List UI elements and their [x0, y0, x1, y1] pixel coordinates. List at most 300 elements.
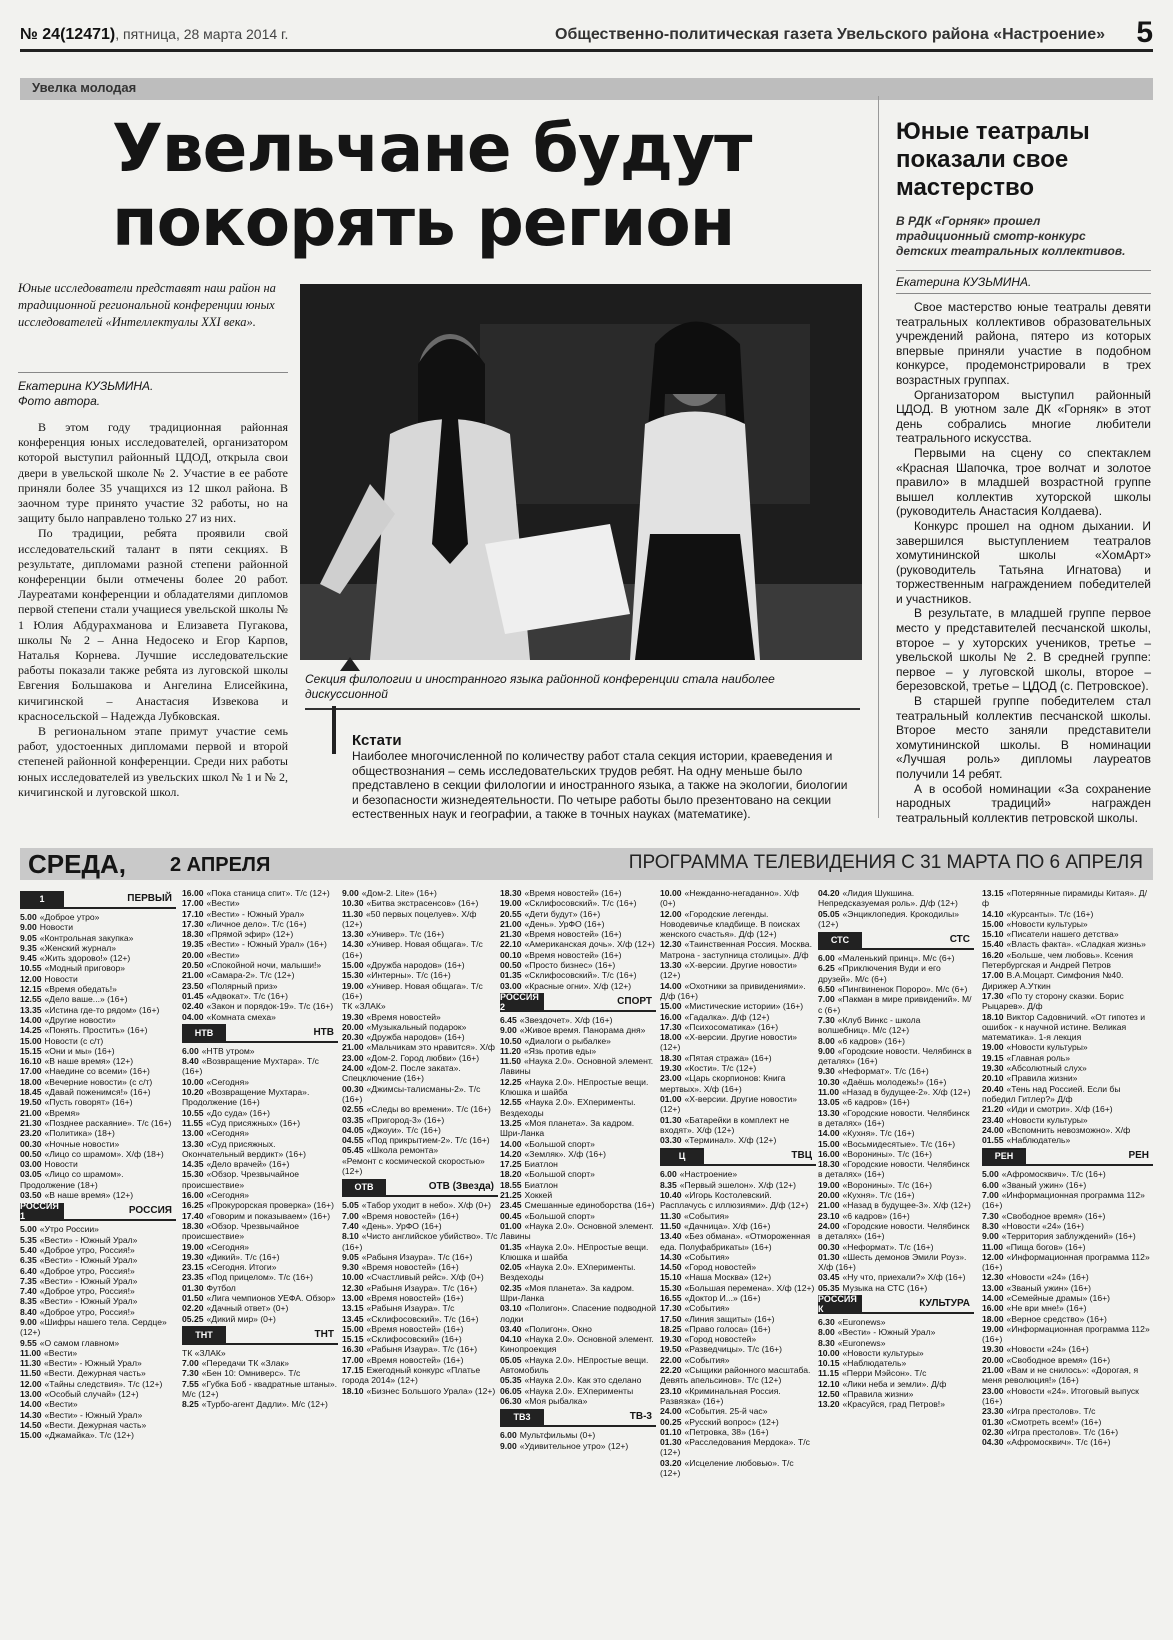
program-title: «Рабыня Изаура». Т/с (16+): [366, 1282, 478, 1293]
program-title: «Бен 10: Омниверс». Т/с: [201, 1368, 301, 1379]
program-item: [342, 1386, 498, 1396]
program-title: «Новости «24» (16+): [1006, 1272, 1089, 1283]
program-title: «Назад в будущее-3». Х/ф (12+): [842, 1200, 971, 1211]
program-time: 14.00: [982, 1292, 1004, 1303]
program-time: 11.30: [660, 1210, 682, 1221]
program-title: «Информационная программа 112» (16+): [982, 1323, 1150, 1345]
program-title: «Полигон». Окно: [524, 1323, 592, 1334]
program-time: 9.45: [20, 953, 37, 964]
program-item: [500, 1025, 656, 1035]
program-time: 16.00: [182, 1190, 204, 1201]
program-item: [182, 1046, 338, 1056]
program-title: «Городские легенды. Новодевичье кладбище. В поисках женского счастья». Д/ф (12+): [660, 908, 800, 940]
side-paragraph: Конкурс прошел на одном дыхании. И завершился выступлением театралов хомутининской школы «ХомАрт» (руководитель Татьяна Игнатова) и торжественным награждением победителей и участников.: [896, 518, 1151, 606]
program-time: 00.30: [342, 1083, 364, 1094]
program-item: [660, 1344, 816, 1354]
program-item: [342, 1293, 498, 1303]
program-time: 16.00: [660, 1011, 682, 1022]
program-time: 19.30: [982, 1063, 1004, 1074]
program-title: «Истина где-то рядом» (16+): [44, 1004, 160, 1015]
program-item: [660, 1334, 816, 1344]
program-item: [982, 1012, 1153, 1043]
program-time: 8.40: [20, 1306, 37, 1317]
program-item: [982, 1242, 1153, 1252]
program-time: 05.05: [500, 1354, 522, 1365]
program-title: «Модный приговор»: [44, 963, 126, 974]
program-title: «Время новостей» (16+): [361, 1210, 459, 1221]
program-time: 01.50: [182, 1292, 204, 1303]
program-item: [818, 1399, 974, 1409]
program-time: 00.50: [20, 1148, 42, 1159]
program-time: 19.00: [818, 1179, 840, 1190]
program-item: [20, 1087, 176, 1097]
program-item: [660, 960, 816, 981]
program-title: «Новости «24» (16+): [1006, 1344, 1089, 1355]
main-lead: Юные исследователи представят наш район на традиционной региональной конференции юных исследователей «Интеллектуалы XXI века».: [18, 281, 276, 329]
program-title: «Афромосквич». Т/с (16+): [1006, 1437, 1111, 1448]
program-time: 23.10: [818, 1210, 840, 1221]
program-time: 01.30: [982, 1416, 1004, 1427]
program-title: «Вести»: [44, 1347, 78, 1358]
program-title: «Писатели нашего детства»: [1006, 929, 1119, 940]
program-item: [182, 1001, 338, 1011]
program-title: «Контрольная закупка»: [39, 932, 134, 943]
program-time: 10.30: [818, 1076, 840, 1087]
program-time: 15.00: [20, 1035, 42, 1046]
program-time: 8.00: [818, 1327, 835, 1338]
program-time: 10.15: [818, 1358, 840, 1369]
program-item: [660, 1063, 816, 1073]
program-item: [818, 1317, 974, 1327]
program-title: «Суд присяжных. Окончательный вердикт» (16+): [182, 1138, 306, 1159]
program-title: «Склифосовский». Т/с (16+): [524, 898, 637, 909]
program-time: 8.30: [982, 1220, 999, 1231]
program-title: «Кухня». Т/с (16+): [842, 1190, 915, 1201]
program-time: 15.00: [982, 918, 1004, 929]
program-item: [818, 1379, 974, 1389]
side-lead: В РДК «Горняк» прошел традиционный смотр-конкурс детских театральных коллективов.: [896, 214, 1126, 258]
program-item: [500, 1211, 656, 1221]
program-item: [20, 1317, 176, 1338]
program-title: «Возвращение Мухтара». Т/с (16+): [182, 1056, 319, 1077]
program-title: «Давай поженимся!» (16+): [44, 1087, 151, 1098]
program-item: [982, 1180, 1153, 1190]
program-item: [660, 1001, 816, 1011]
program-title: «Новости культуры»: [1006, 1042, 1088, 1053]
program-title: «Дружба народов» (16+): [366, 960, 465, 971]
program-time: 05.05: [818, 908, 840, 919]
program-item: [982, 929, 1153, 939]
program-time: 5.35: [20, 1234, 37, 1245]
program-item: [660, 1427, 816, 1437]
program-title: «Афромосквич». Т/с (16+): [1001, 1169, 1106, 1180]
program-title: «Наука 2.0». Основной элемент. Кинопроекция: [500, 1334, 654, 1355]
program-item: [182, 991, 338, 1001]
program-title: «Спокойной ночи, малыши!»: [206, 960, 322, 971]
program-time: 18.00: [982, 1313, 1004, 1324]
program-title: «Euronews»: [837, 1316, 886, 1327]
program-item: [182, 1262, 338, 1272]
program-title: «Терминал». Х/ф (12+): [684, 1135, 777, 1146]
program-time: 17.25: [500, 1159, 522, 1170]
program-title: «Возвращение Мухтара». Продолжение (16+): [182, 1087, 310, 1108]
program-time: 6.40: [20, 1265, 37, 1276]
program-item: [342, 1135, 498, 1145]
program-title: «Информационная программа 112» (16+): [982, 1251, 1150, 1273]
program-item: [342, 909, 498, 930]
channel-header: [182, 1327, 338, 1345]
program-time: 9.30: [342, 1262, 359, 1273]
channel-logo-icon: РЕН: [982, 1148, 1026, 1165]
program-item: [20, 1296, 176, 1306]
program-item: [20, 1389, 176, 1399]
program-item: [182, 1139, 338, 1160]
program-time: 12.50: [818, 1389, 840, 1400]
program-item: [982, 1272, 1153, 1282]
program-item: [342, 1324, 498, 1334]
program-item: [500, 1159, 656, 1169]
program-item: [818, 1015, 974, 1036]
program-title: «По ту сторону сказки. Борис Рыцарев». Д/ф: [982, 990, 1124, 1012]
channel-logo-icon: Ц: [660, 1148, 704, 1165]
program-item: [182, 1190, 338, 1200]
program-item: [818, 1108, 974, 1129]
column-divider: [878, 96, 879, 818]
channel-logo-icon: РОССИЯ 1: [20, 1203, 64, 1220]
program-title: «Закон и порядок-19». Т/с (16+): [206, 1001, 334, 1012]
program-title: «Лики неба и земли». Д/ф: [842, 1378, 947, 1389]
program-item: [182, 1368, 338, 1378]
photo-credit: Фото автора.: [18, 394, 101, 408]
program-time: 18.25: [660, 1323, 682, 1334]
program-item: [20, 933, 176, 943]
program-time: 12.25: [500, 1076, 522, 1087]
program-time: 15.00: [20, 1430, 42, 1441]
program-item: [20, 1097, 176, 1107]
program-time: 11.20: [500, 1045, 522, 1056]
program-item: [660, 1231, 816, 1252]
program-item: [660, 981, 816, 1002]
program-title: «Время новостей» (16+): [361, 1262, 459, 1273]
program-title: «Городские новости. Челябинск в деталях» (16+): [818, 1159, 970, 1180]
program-item: [20, 1149, 176, 1159]
program-title: «Вести. Дежурная часть»: [44, 1368, 146, 1379]
program-time: 14.50: [20, 1419, 42, 1430]
program-title: «Моя планета». За кадром. Шри-Ланка: [500, 1282, 635, 1303]
program-title: «Неформат». Т/с (16+): [837, 1066, 929, 1077]
program-time: 15.00: [818, 1138, 840, 1149]
program-item: [982, 1073, 1153, 1083]
program-title: «Наука 2.0». НЕпростые вещи. Автомобиль: [500, 1354, 649, 1376]
program-time: 7.00: [818, 994, 835, 1005]
program-item: [660, 1283, 816, 1293]
program-item: [20, 1235, 176, 1245]
program-item: [660, 1022, 816, 1032]
program-time: 02.40: [182, 1001, 204, 1012]
program-item: [660, 1386, 816, 1407]
program-title: «Мальчикам это нравится». Х/ф: [366, 1042, 495, 1053]
program-item: [342, 1156, 498, 1177]
program-item: [982, 1293, 1153, 1303]
program-time: 20.40: [982, 1083, 1004, 1094]
program-time: 19.30: [182, 1251, 204, 1262]
program-title: «Дом-2. После заката». Спецключение (16+): [342, 1063, 461, 1084]
program-title: «Дело ваше...» (16+): [44, 994, 128, 1005]
program-time: 00.45: [500, 1210, 522, 1221]
program-time: 11.30: [342, 908, 364, 919]
program-item: [182, 1077, 338, 1087]
page-number: 5: [1136, 16, 1153, 49]
program-title: «Наука 2.0». Как это сделано: [524, 1375, 642, 1386]
program-title: «Власть факта». «Сладкая жизнь»: [1006, 939, 1146, 950]
program-item: [182, 950, 338, 960]
program-time: 17.00: [982, 970, 1004, 981]
program-time: 15.00: [342, 1323, 364, 1334]
channel-logo-icon: ТВ3: [500, 1409, 544, 1426]
program-title: Хоккей: [524, 1190, 553, 1201]
program-time: 18.00: [660, 1032, 682, 1043]
program-title: «Правила жизни»: [842, 1389, 914, 1400]
program-item: [20, 1266, 176, 1276]
program-time: 13.30: [182, 1138, 204, 1149]
program-title: «Обзор. Чрезвычайное происшествие»: [182, 1220, 300, 1242]
program-time: 00.30: [20, 1138, 42, 1149]
program-time: 10.40: [660, 1190, 682, 1201]
program-item: [818, 1358, 974, 1368]
program-item: [500, 1169, 656, 1179]
photo-caption: Секция филологии и иностранного языка районной конференции стала наиболее дискуссионной: [305, 672, 775, 701]
program-time: 5.00: [20, 1224, 37, 1235]
program-item: [500, 1303, 656, 1324]
program-title: «Игра престолов». Т/с (16+): [1006, 1426, 1119, 1437]
program-title: «Новости «24». Итоговый выпуск (16+): [982, 1385, 1139, 1406]
program-title: «Вспомнить невозможно». Х/ф: [1006, 1124, 1131, 1135]
program-title: «Территория заблуждений» (16+): [1001, 1231, 1136, 1242]
program-time: 14.30: [20, 1409, 42, 1420]
program-title: «События»: [684, 1354, 730, 1365]
program-time: 5.00: [982, 1169, 999, 1180]
program-time: 6.00: [500, 1430, 517, 1441]
program-item: [818, 1283, 974, 1293]
program-time: 13.00: [342, 1292, 364, 1303]
program-item: [982, 1221, 1153, 1231]
side-paragraph: Свое мастерство юные театралы девяти театральных коллективов образовательных учреждений района, пятеро из которых впервые приняли участие в подобном конкурсе, продемонстрировали в трех возрастных группах.: [896, 300, 1151, 387]
program-time: 6.00: [982, 1179, 999, 1190]
program-time: 15.00: [660, 1001, 682, 1012]
program-item: [818, 1389, 974, 1399]
program-item: [20, 1190, 176, 1200]
program-time: 14.30: [342, 939, 364, 950]
program-item: [342, 1012, 498, 1022]
program-item: [660, 1135, 816, 1145]
program-item: [818, 1327, 974, 1337]
program-title: ТК «ЗЛАК»: [342, 1001, 386, 1012]
side-paragraph: В старшей группе победителем стал театральный коллектив песчанской школы. Второе место заняли представители хомутининской школы. В номинации «Лучшая роль» дипломы лауреатов получили 14 ребят.: [896, 694, 1151, 781]
main-author: Екатерина КУЗЬМИНА.: [18, 379, 154, 393]
program-time: 21.00: [500, 918, 522, 929]
program-item: [818, 1368, 974, 1378]
program-item: [982, 1135, 1153, 1145]
program-title: «Не ври мне!» (16+): [1006, 1303, 1087, 1314]
side-paragraph: Организатором выступил районный ЦДОД. В уютном зале ДК «Горняк» в этот день собрались многие любители театрального искусства.: [896, 387, 1151, 446]
channel-header: [660, 1148, 816, 1166]
program-time: 14.00: [660, 980, 682, 991]
program-item: [982, 1427, 1153, 1437]
program-time: 04.30: [982, 1437, 1004, 1448]
program-item: [500, 909, 656, 919]
program-time: 04.10: [500, 1334, 522, 1345]
side-body: [896, 300, 1151, 825]
program-title: «Склифосовский». Т/с (16+): [366, 1313, 479, 1324]
program-item: [982, 1365, 1153, 1386]
program-title: «До суда» (16+): [206, 1107, 270, 1118]
side-author: Екатерина КУЗЬМИНА.: [896, 270, 1151, 294]
program-time: 21.00: [342, 1042, 364, 1053]
program-item: [182, 1128, 338, 1138]
program-time: 17.00: [20, 1066, 42, 1077]
program-time: 14.00: [20, 1014, 42, 1025]
program-item: [342, 1303, 498, 1313]
program-item: [342, 1283, 498, 1293]
program-title: «Доброе утро, Россия!»: [39, 1286, 135, 1297]
program-title: «О самом главном»: [39, 1337, 120, 1348]
program-title: «Комната смеха»: [206, 1011, 276, 1022]
program-item: [982, 1190, 1153, 1211]
program-title: «Время»: [44, 1107, 80, 1118]
program-time: 10.00: [342, 1272, 364, 1283]
program-item: [982, 1283, 1153, 1293]
program-time: 15.15: [342, 1334, 364, 1345]
program-time: 23.00: [982, 1385, 1004, 1396]
program-time: 16.20: [982, 949, 1004, 960]
program-time: 11.00: [982, 1241, 1004, 1252]
program-time: 23.15: [182, 1262, 204, 1273]
program-title: «Универ». Т/с (16+): [366, 929, 445, 940]
program-time: 7.35: [20, 1275, 37, 1286]
program-time: 19.15: [982, 1052, 1004, 1063]
program-item: [982, 1104, 1153, 1114]
program-time: 01.55: [982, 1135, 1004, 1146]
program-title: «Музыкальный подарок»: [366, 1021, 467, 1032]
program-time: 18.30: [500, 888, 522, 898]
program-time: 12.55: [20, 994, 42, 1005]
program-title: «Вести» - Южный Урал» (16+): [206, 939, 327, 950]
program-item: [20, 1286, 176, 1296]
program-item: [500, 1015, 656, 1025]
program-title: «Лидия Шукшина. Непредсказуемая роль». Д/ф (12+): [818, 888, 958, 909]
program-time: 12.00: [20, 1378, 42, 1389]
program-title: «6 кадров» (16+): [842, 1097, 910, 1108]
program-item: [342, 960, 498, 970]
program-time: 13.40: [660, 1231, 682, 1242]
program-title: «Наука 2.0». ЕХперименты: [524, 1385, 634, 1396]
program-item: [660, 1012, 816, 1022]
program-item: [660, 1115, 816, 1136]
program-time: 15.10: [660, 1272, 682, 1283]
program-time: 01.30: [660, 1114, 682, 1125]
program-item: [500, 1036, 656, 1046]
program-item: [182, 1169, 338, 1190]
divider: [305, 708, 860, 710]
program-title: «Время обедать!»: [44, 984, 117, 995]
program-title: «Дом-2. Lite» (16+): [361, 888, 437, 898]
program-title: «Время новостей» (16+): [366, 1323, 464, 1334]
program-item: [182, 1303, 338, 1313]
program-item: [20, 1159, 176, 1169]
program-title: «Свободное время» (16+): [1006, 1354, 1111, 1365]
program-time: 14.50: [660, 1262, 682, 1273]
program-item: [500, 1200, 656, 1210]
program-item: [660, 1169, 816, 1179]
program-item: [982, 1303, 1153, 1313]
program-item: [20, 912, 176, 922]
channel-logo-icon: РОССИЯ К: [818, 1295, 862, 1312]
program-item: [982, 1417, 1153, 1427]
program-title: «Назад в будущее-2». Х/ф (12+): [842, 1087, 971, 1098]
program-item: [182, 1272, 338, 1282]
program-item: [818, 994, 974, 1015]
program-time: 9.00: [500, 1440, 517, 1451]
program-item: [500, 1180, 656, 1190]
program-item: [660, 1053, 816, 1063]
tv-column: [342, 888, 498, 1636]
program-item: [20, 1379, 176, 1389]
program-time: 21.00: [982, 1365, 1004, 1376]
program-title: «Моя планета». За кадром. Шри-Ланка: [500, 1117, 635, 1139]
program-item: [982, 909, 1153, 919]
program-item: [20, 974, 176, 984]
program-item: [500, 1324, 656, 1334]
program-time: 18.10: [342, 1385, 364, 1396]
program-title: «Доброе утро»: [39, 912, 100, 922]
program-time: 03.40: [500, 1323, 522, 1334]
program-item: [982, 919, 1153, 929]
program-item: [500, 929, 656, 939]
program-item: [20, 1420, 176, 1430]
program-title: «Пингвиненок Пороро». М/с (6+): [837, 984, 968, 995]
program-item: [182, 1012, 338, 1022]
rubric-title: Увелка молодая: [32, 80, 137, 95]
program-title: Новости: [39, 922, 74, 933]
program-title: «Битва экстрасенсов» (16+): [366, 898, 479, 909]
program-title: «Больше, чем любовь». Ксения Петербургская и Андрей Петров: [982, 949, 1134, 971]
program-item: [342, 1314, 498, 1324]
program-time: 12.00: [982, 1251, 1004, 1262]
program-title: «Большой спорт»: [524, 1138, 595, 1149]
channel-name: СПОРТ: [617, 995, 652, 1007]
program-title: «Нежданно-негаданно». Х/ф (0+): [660, 888, 799, 909]
program-item: [20, 1430, 176, 1440]
program-time: 9.55: [20, 1337, 37, 1348]
program-item: [20, 1066, 176, 1076]
program-item: [818, 1046, 974, 1067]
program-item: [20, 953, 176, 963]
program-item: [342, 1042, 498, 1052]
program-title: «Дети будут» (16+): [524, 908, 601, 919]
program-item: [20, 1025, 176, 1035]
program-item: [20, 963, 176, 973]
program-title: «Криминальная Россия. Развязка» (16+): [660, 1385, 781, 1406]
program-item: [660, 1262, 816, 1272]
program-item: [342, 1252, 498, 1262]
program-item: [182, 1056, 338, 1077]
program-time: 03.05: [20, 1169, 42, 1180]
program-time: 9.00: [20, 922, 37, 933]
channel-header: [500, 1409, 656, 1427]
program-item: [500, 1386, 656, 1396]
program-item: [818, 963, 974, 984]
side-headline: Юные театралы показали свое мастерство: [896, 118, 1090, 201]
